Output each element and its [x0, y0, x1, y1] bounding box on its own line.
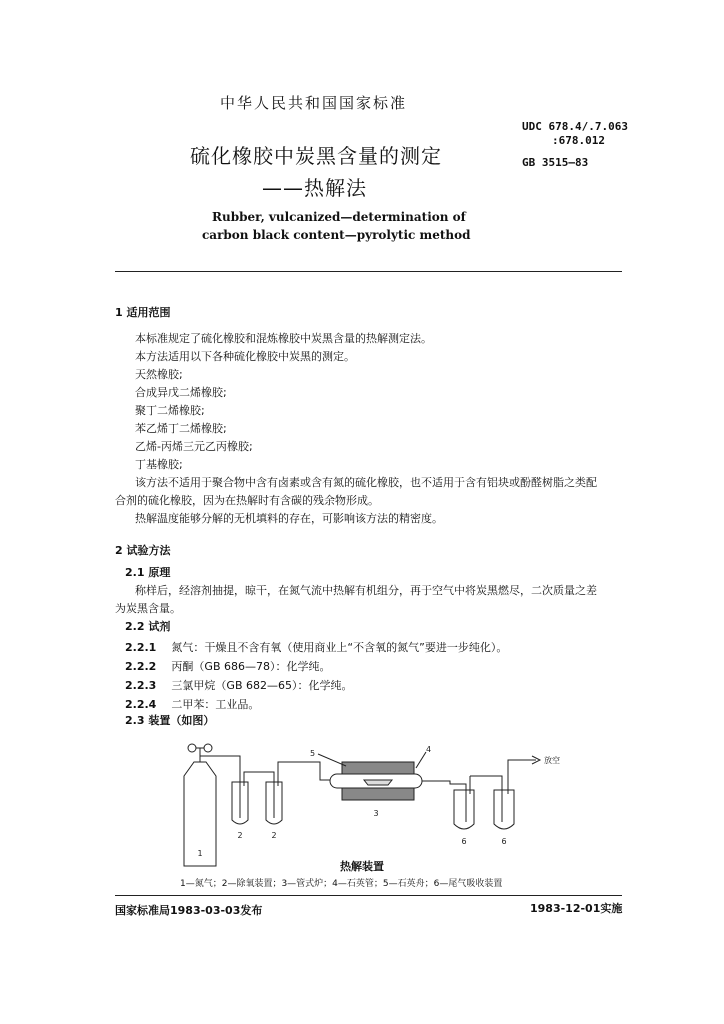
label-5: 5: [310, 749, 316, 758]
principle-text: 称样后，经溶剂抽提，晾干，在氮气流中热解有机组分，再于空气中将炭黑燃尽，二次质量之差: [135, 584, 597, 597]
reagent-text: 二甲苯：工业品。: [171, 698, 260, 711]
subsection-2-2-heading: 2.2 试剂: [125, 620, 171, 633]
label-2: 2: [271, 831, 277, 840]
valve-knob: [188, 744, 196, 752]
tube-furnace-top: [342, 762, 414, 774]
reagent-item: [125, 674, 352, 693]
label-4: 4: [426, 745, 432, 754]
english-title-line2: carbon black content—pyrolytic method: [202, 228, 471, 242]
section-1-paragraph: 本标准规定了硫化橡胶和混炼橡胶中炭黑含量的热解测定法。: [135, 332, 432, 345]
vent-label: 放空: [544, 756, 560, 765]
reagent-item: [125, 655, 330, 674]
subsection-2-1-heading: 2.1 原理: [125, 566, 171, 579]
section-1-paragraph-continued: 合剂的硫化橡胶，因为在热解时有含碳的残余物形成。: [115, 494, 379, 507]
reagent-text: 氮气：干燥且不含有氧（使用商业上“不含氧的氮气”要进一步纯化）。: [171, 641, 508, 654]
label-1: 1: [197, 849, 203, 858]
figure-legend: 1—氮气；2—除氧装置；3—管式炉；4—石英管；5—石英舟；6—尾气吸收装置: [180, 879, 503, 889]
label-2: 2: [237, 831, 243, 840]
rubber-list-item: 苯乙烯丁二烯橡胶;: [135, 422, 227, 435]
section-1-paragraph: 热解温度能够分解的无机填料的存在，可影响该方法的精密度。: [135, 512, 443, 525]
udc-code: UDC 678.4/.7.063: [522, 120, 628, 133]
section-1-paragraph: 本方法适用以下各种硫化橡胶中炭黑的测定。: [135, 350, 355, 363]
reagent-text: 丙酮（GB 686—78）：化学纯。: [171, 660, 331, 673]
issue-date: 国家标准局1983-03-03发布: [115, 904, 263, 917]
tube-furnace-bottom: [342, 788, 414, 800]
reagent-number: 2.2.1: [125, 641, 157, 654]
rubber-list-item: 天然橡胶;: [135, 368, 183, 381]
reagent-number: 2.2.3: [125, 679, 157, 692]
quartz-boat: [364, 780, 392, 785]
rubber-list-item: 合成异戊二烯橡胶;: [135, 386, 227, 399]
valve-knob: [204, 744, 212, 752]
label-6: 6: [461, 837, 467, 846]
gb-standard-number: GB 3515—83: [522, 156, 589, 169]
label-3: 3: [373, 809, 379, 818]
reagent-number: 2.2.4: [125, 698, 157, 711]
tail-gas-absorber: [454, 790, 474, 829]
section-1-heading: 1 适用范围: [115, 306, 171, 319]
english-title-line1: Rubber, vulcanized—determination of: [212, 210, 466, 224]
document-title: 硫化橡胶中炭黑含量的测定: [190, 144, 442, 168]
document-subtitle: ——热解法: [262, 176, 367, 200]
rubber-list-item: 丁基橡胶;: [135, 458, 183, 471]
section-2-heading: 2 试验方法: [115, 544, 171, 557]
tail-gas-absorber: [494, 790, 514, 829]
reagent-item: [125, 693, 259, 712]
issuing-country-header: 中华人民共和国国家标准: [220, 94, 408, 112]
figure-caption: 热解装置: [340, 860, 384, 873]
rubber-list-item: 乙烯-丙烯三元乙丙橡胶;: [135, 440, 253, 453]
header-divider: [115, 271, 622, 272]
subsection-2-3-heading: 2.3 装置（如图）: [125, 714, 215, 727]
effective-date: 1983-12-01实施: [530, 902, 623, 915]
section-1-paragraph: 该方法不适用于聚合物中含有卤素或含有氮的硫化橡胶，也不适用于含有铝块或酚醛树脂之类配: [135, 476, 597, 489]
principle-text-continued: 为炭黑含量。: [115, 602, 181, 615]
reagent-number: 2.2.2: [125, 660, 157, 673]
label-6: 6: [501, 837, 507, 846]
reagent-item: [125, 636, 507, 655]
rubber-list-item: 聚丁二烯橡胶;: [135, 404, 205, 417]
footer-divider: [115, 895, 622, 896]
reagent-text: 三氯甲烷（GB 682—65）：化学纯。: [171, 679, 353, 692]
udc-code-continued: :678.012: [552, 134, 605, 147]
